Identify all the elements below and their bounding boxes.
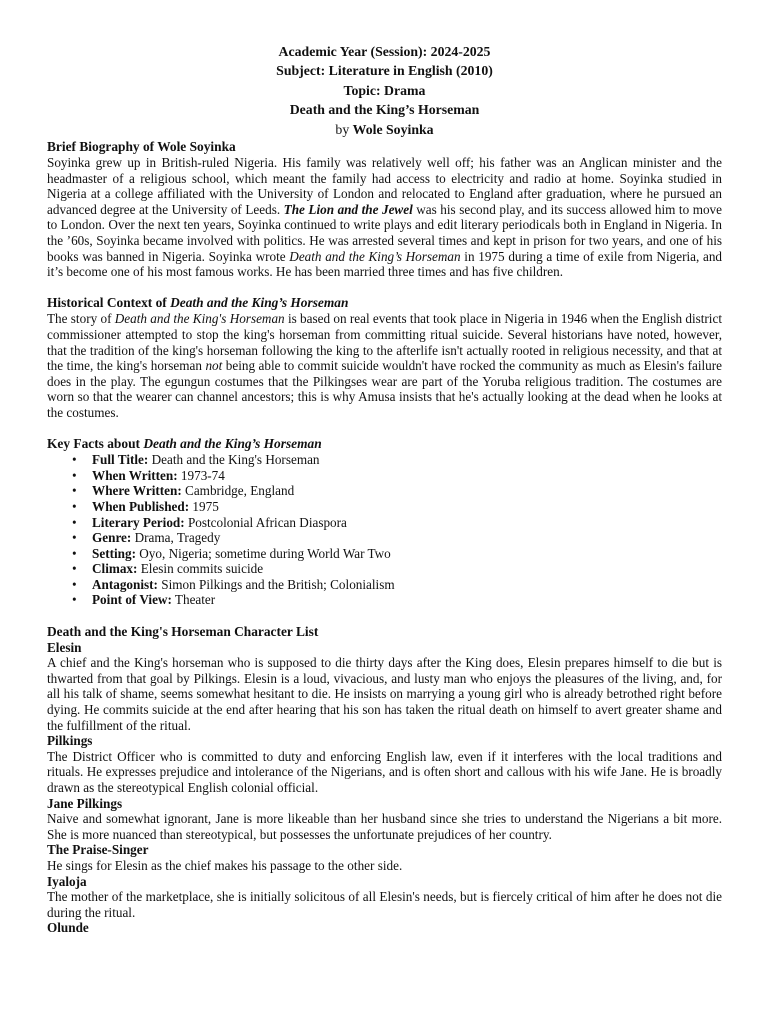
- fact-value: Elesin commits suicide: [137, 561, 264, 577]
- character-name: Iyaloja: [47, 873, 87, 889]
- bio-italic-1: The Lion and the Jewel: [283, 201, 413, 217]
- academic-year: Academic Year (Session): 2024-2025: [278, 44, 491, 59]
- fact-label: When Written:: [92, 467, 178, 483]
- fact-value: Death and the King's Horseman: [148, 452, 320, 468]
- bio-italic-2: Death and the King’s Horseman: [289, 248, 461, 264]
- character-name: Elesin: [47, 639, 82, 655]
- fact-label: Genre:: [92, 530, 132, 546]
- play-title: Death and the King’s Horseman: [289, 102, 480, 118]
- fact-value: Drama, Tragedy: [131, 530, 221, 546]
- fact-item: [92, 468, 722, 484]
- facts-heading-a: Key Facts about: [47, 436, 144, 452]
- context-heading-b: Death and the King’s Horseman: [170, 295, 349, 311]
- fact-item: [92, 561, 722, 577]
- fact-item: [92, 592, 722, 608]
- key-facts-list: [47, 452, 722, 608]
- fact-item: [92, 515, 722, 531]
- character-name: Jane Pilkings: [47, 795, 123, 811]
- context-heading-a: Historical Context of: [47, 295, 171, 311]
- character-description: He sings for Elesin as the chief makes his passage to the other side.: [47, 857, 403, 873]
- by-word: by: [335, 121, 350, 137]
- context-italic-1: Death and the King's Horseman: [114, 311, 285, 327]
- biography-heading: Brief Biography of Wole Soyinka: [47, 139, 236, 155]
- character-name: The Praise-Singer: [47, 842, 149, 858]
- fact-label: Antagonist:: [92, 576, 158, 592]
- fact-value: Postcolonial African Diaspora: [184, 514, 347, 530]
- author-name: Wole Soyinka: [352, 121, 434, 137]
- character-description: A chief and the King's horseman who is supposed to die thirty days after the King does, Elesin prepares himself to die but is thwarted from that goal by Pilkings. Elesin is a loud, vivacious, and lusty man who enjoys the pleasures of the living, and, for all his talk of shame, seems somewhat hesitant to die. He insists on marrying a young girl who is already betrothed right before dying. He commits suicide at the end after hearing that his son has taken the ritual death on himself to avert greater shame and the fulfillment of the ritual.: [47, 655, 722, 733]
- topic-line: Topic: Drama: [343, 82, 426, 98]
- context-heading: [47, 295, 722, 311]
- fact-item: [92, 452, 722, 468]
- fact-value: Oyo, Nigeria; sometime during World War Two: [135, 545, 391, 561]
- bio-text-2: was his second play, and its success allowed him to move to London. Over the next ten years, Soyinka continued to write plays and edit literary periodicals both in England in Nigeria. In the ’60s, Soyinka became involved with politics. He was arrested several times and kept in prison for two years, and one of his books was banned in Nigeria. Soyinka wrote: [47, 201, 722, 264]
- fact-label: When Published:: [92, 498, 190, 514]
- fact-value: Cambridge, England: [181, 483, 295, 499]
- fact-label: Full Title:: [92, 452, 149, 468]
- fact-item: [92, 499, 722, 515]
- context-text-1: The story of: [47, 311, 115, 327]
- fact-value: 1973-74: [177, 467, 225, 483]
- character-description: The District Officer who is committed to duty and enforcing English law, even if it interferes with the local traditions and rituals. He expresses prejudice and intolerance of the Nigerians, and is often short and callous with his wife Jane. He is broadly drawn as the stereotypical English colonial official.: [47, 748, 722, 795]
- fact-item: [92, 483, 722, 499]
- facts-heading-b: Death and the King’s Horseman: [143, 436, 322, 452]
- bio-text-3: in 1975 during a time of exile from Nigeria, and it’s become one of his most famous works. He has been married three times and has five children.: [47, 248, 723, 280]
- fact-label: Literary Period:: [92, 514, 185, 530]
- bio-text-1: Soyinka grew up in British-ruled Nigeria. His family was relatively well off; his father was an Anglican minister and the headmaster of a religious school, which meant the family had access to electricity and radio at home. Soyinka studied in Nigeria at a college affiliated with the University of London and relocated to England after graduation, where he pursued an advanced degree at the University of Leeds.: [47, 155, 722, 217]
- fact-label: Climax:: [92, 561, 138, 577]
- spacer: [47, 421, 722, 437]
- subject-line: Subject: Literature in English (2010): [276, 63, 493, 79]
- character-name: Pilkings: [47, 733, 93, 749]
- biography-paragraph: [47, 155, 722, 280]
- fact-value: Theater: [171, 592, 216, 608]
- fact-label: Setting:: [92, 545, 136, 561]
- context-italic-2: not: [205, 358, 223, 374]
- byline: [47, 120, 722, 139]
- context-text-2: is based on real events that took place in Nigeria in 1946 when the English district commissioner attempted to stop the king's horseman from committing ritual suicide. Several historians have noted, however, that the tradition of the king's horseman following the king to the afterlife isn't actually rooted in religious necessity, and that at the time, the king's horseman: [47, 311, 722, 374]
- fact-item: [92, 577, 722, 593]
- spacer: [47, 608, 722, 624]
- key-facts-heading: [47, 436, 722, 452]
- character-name: Olunde: [47, 920, 89, 936]
- character-description: Naive and somewhat ignorant, Jane is more likeable than her husband since she tries to understand the Nigerians a bit more. She is more nuanced than stereotypical, but possesses the unfortunate prejudices of her country.: [47, 811, 722, 842]
- document-header: [47, 42, 722, 139]
- character-list-heading: Death and the King's Horseman Character List: [47, 623, 319, 639]
- context-text-3: being able to commit suicide wouldn't have rocked the community as much as Elesin's failure does in the play. The egungun costumes that the Pilkingses wear are part of the Yoruba religious tradition. The costumes are worn so that the wearer can channel ancestors; this is why Amusa insists that he's actually looking at the dead when he looks at the costumes.: [47, 358, 722, 420]
- fact-item: [92, 530, 722, 546]
- spacer: [47, 280, 722, 296]
- fact-value: Simon Pilkings and the British; Colonialism: [157, 576, 395, 592]
- character-description: The mother of the marketplace, she is initially solicitous of all Elesin's needs, but is fiercely critical of him after he does not die during the ritual.: [47, 889, 722, 920]
- fact-value: 1975: [189, 498, 219, 514]
- fact-label: Where Written:: [92, 483, 182, 499]
- fact-label: Point of View:: [92, 592, 172, 608]
- context-paragraph: [47, 311, 722, 420]
- fact-item: [92, 546, 722, 562]
